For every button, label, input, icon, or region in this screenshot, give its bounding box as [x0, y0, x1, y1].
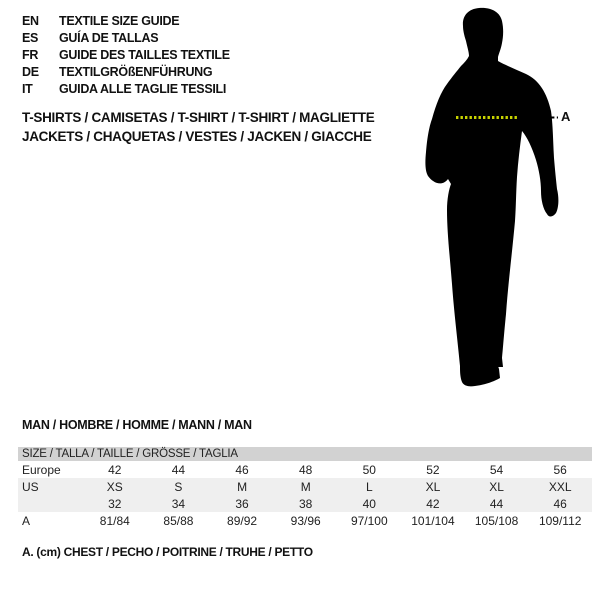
size-cell: S — [174, 479, 183, 494]
size-cell: 44 — [489, 496, 504, 511]
size-table-row — [18, 512, 592, 529]
language-code: DE — [22, 64, 39, 79]
language-guide-title: GUÍA DE TALLAS — [59, 30, 159, 45]
size-cell: 54 — [489, 462, 504, 477]
size-row-label — [18, 495, 83, 512]
size-cell: M — [300, 479, 311, 494]
size-row-label: US — [22, 479, 39, 494]
size-cell: 42 — [426, 496, 440, 511]
category-list — [22, 108, 374, 146]
language-code: EN — [22, 13, 39, 28]
language-row — [22, 63, 230, 80]
language-guide-title: TEXTILGRÖßENFÜHRUNG — [59, 64, 213, 79]
size-cell: XL — [489, 479, 504, 494]
size-table-header-row — [18, 447, 592, 461]
size-cell: 34 — [171, 496, 186, 511]
measurement-footnote: A. (cm) CHEST / PECHO / POITRINE / TRUHE / PETTO — [22, 545, 313, 559]
size-cell: 42 — [108, 462, 122, 477]
size-cell: 40 — [362, 496, 376, 511]
language-code: IT — [22, 81, 33, 96]
size-row-label: A — [22, 513, 31, 528]
size-cell: 38 — [299, 496, 313, 511]
section-label: MAN / HOMBRE / HOMME / MANN / MAN — [22, 418, 252, 432]
size-table-row — [18, 461, 592, 478]
size-cell: 93/96 — [290, 513, 321, 528]
man-silhouette-icon — [400, 0, 600, 400]
size-cell: L — [365, 479, 373, 494]
size-cell: XL — [425, 479, 441, 494]
size-row-label: Europe — [22, 462, 61, 477]
language-row — [22, 80, 230, 97]
language-row — [22, 29, 230, 46]
size-cell: XXL — [548, 479, 572, 494]
language-guide-title: GUIDA ALLE TAGLIE TESSILI — [59, 81, 227, 96]
size-table-row — [18, 478, 592, 495]
measurement-label-a: A — [561, 109, 571, 124]
size-cell: 109/112 — [538, 513, 582, 528]
language-code: FR — [22, 47, 39, 62]
size-cell: 44 — [171, 462, 186, 477]
size-cell: 46 — [553, 496, 567, 511]
size-cell: 85/88 — [163, 513, 194, 528]
size-cell: 105/108 — [474, 513, 519, 528]
language-guide-title: GUIDE DES TAILLES TEXTILE — [59, 47, 230, 62]
language-list — [22, 12, 230, 97]
size-cell: 46 — [235, 462, 249, 477]
category-line: T-SHIRTS / CAMISETAS / T-SHIRT / T-SHIRT / MAGLIETTE — [22, 110, 375, 125]
size-table-header: SIZE / TALLA / TAILLE / GRÖSSE / TAGLIA — [18, 447, 592, 461]
category-line: JACKETS / CHAQUETAS / VESTES / JACKEN / GIACCHE — [22, 129, 372, 144]
size-cell: 101/104 — [411, 513, 455, 528]
language-row — [22, 12, 230, 29]
size-cell: 36 — [235, 496, 249, 511]
language-guide-title: TEXTILE SIZE GUIDE — [59, 13, 180, 28]
size-cell: 48 — [299, 462, 313, 477]
size-cell: 81/84 — [99, 513, 130, 528]
language-code: ES — [22, 30, 39, 45]
language-row — [22, 46, 230, 63]
size-cell: 56 — [553, 462, 567, 477]
size-cell: 89/92 — [227, 513, 258, 528]
size-cell: XS — [106, 479, 123, 494]
size-cell: 97/100 — [350, 513, 388, 528]
size-table-row — [18, 495, 592, 512]
man-silhouette-figure — [400, 0, 600, 400]
size-cell: 32 — [108, 496, 122, 511]
size-table — [18, 447, 592, 529]
size-cell: 52 — [426, 462, 440, 477]
size-cell: M — [237, 479, 248, 494]
size-cell: 50 — [362, 462, 376, 477]
